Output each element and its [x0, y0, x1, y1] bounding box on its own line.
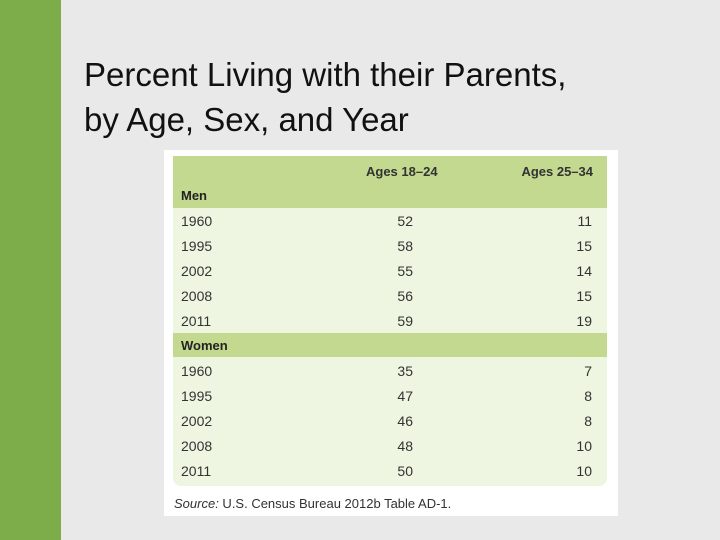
row-year: 2002 — [181, 413, 213, 429]
row-value-25-34: 8 — [584, 388, 592, 404]
row-value-18-24: 56 — [397, 288, 413, 304]
row-value-25-34: 10 — [576, 438, 592, 454]
slide-title-line1: Percent Living with their Parents, — [84, 56, 567, 93]
table-header — [173, 156, 607, 208]
row-value-18-24: 47 — [397, 388, 413, 404]
row-year: 2011 — [181, 463, 212, 479]
data-table — [173, 156, 607, 486]
row-year: 1995 — [181, 388, 213, 404]
row-year: 1960 — [181, 363, 213, 379]
row-value-25-34: 15 — [576, 288, 592, 304]
row-value-25-34: 11 — [577, 213, 592, 229]
source-text: U.S. Census Bureau 2012b Table AD-1. — [218, 496, 452, 511]
row-value-25-34: 15 — [576, 238, 592, 254]
row-year: 1995 — [181, 238, 213, 254]
row-value-18-24: 55 — [397, 263, 413, 279]
table-row — [173, 458, 607, 483]
row-value-25-34: 7 — [584, 363, 592, 379]
data-table-image — [164, 150, 618, 516]
column-header-ages-18-24: Ages 18–24 — [366, 164, 438, 179]
row-value-18-24: 52 — [397, 213, 413, 229]
row-year: 2008 — [181, 288, 213, 304]
section-label-women: Women — [181, 338, 228, 353]
row-value-25-34: 8 — [584, 413, 592, 429]
row-value-18-24: 35 — [397, 363, 413, 379]
row-value-18-24: 48 — [397, 438, 413, 454]
table-row — [173, 208, 607, 233]
source-label: Source: — [174, 496, 219, 511]
row-value-18-24: 58 — [397, 238, 413, 254]
table-row — [173, 433, 607, 458]
table-row — [173, 283, 607, 308]
table-source-note — [174, 496, 451, 511]
row-value-18-24: 59 — [397, 313, 413, 329]
row-value-18-24: 50 — [397, 463, 413, 479]
column-header-ages-25-34: Ages 25–34 — [521, 164, 593, 179]
row-year: 2008 — [181, 438, 213, 454]
slide-title — [84, 52, 704, 142]
row-value-25-34: 14 — [576, 263, 592, 279]
table-row — [173, 358, 607, 383]
row-value-18-24: 46 — [397, 413, 413, 429]
table-row — [173, 383, 607, 408]
row-year: 1960 — [181, 213, 213, 229]
table-row — [173, 408, 607, 433]
row-value-25-34: 19 — [576, 313, 592, 329]
row-year: 2011 — [181, 313, 212, 329]
row-year: 2002 — [181, 263, 213, 279]
table-row — [173, 258, 607, 283]
section-label-men: Men — [181, 188, 207, 203]
row-value-25-34: 10 — [576, 463, 592, 479]
slide-title-line2: by Age, Sex, and Year — [84, 101, 409, 138]
table-row — [173, 308, 607, 333]
accent-sidebar — [0, 0, 61, 540]
section-band-women — [173, 333, 607, 357]
table-row — [173, 233, 607, 258]
